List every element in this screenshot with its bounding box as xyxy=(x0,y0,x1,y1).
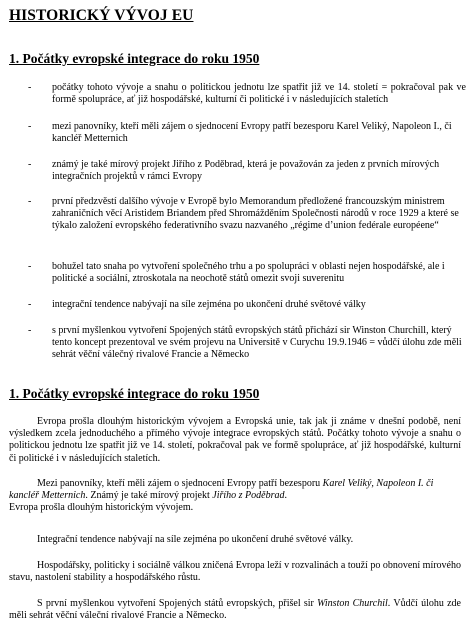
paragraph-text: . Vůdčí úlohu zde měli sehrát věční váleční rivalové Francie a Německo. xyxy=(9,598,461,622)
italic-name: Jiřího z Poděbrad xyxy=(212,490,285,502)
bullet-text: počátky tohoto vývoje a snahu o politickou jednotu lze spatřit již ve 14. století = pokračoval pak ve formě spolupráce, ať již hospodářské, kulturní či politické i v následujících staletích xyxy=(52,82,466,106)
bullet-item xyxy=(28,261,466,285)
bullet-item xyxy=(28,325,466,361)
paragraph-text: S první myšlenkou vytvoření Spojených států evropských, přišel sir xyxy=(37,598,318,609)
paragraph xyxy=(9,416,461,465)
bullet-text: bohužel tato snaha po vytvoření společného trhu a po spolupráci v oblasti nejen hospodářské, ale i politické a sociální, ztroskotala na neochotě států omezit svoji suverenitu xyxy=(52,261,445,285)
bullet-dash: - xyxy=(28,299,32,310)
italic-name: Winston Churchil xyxy=(317,598,388,609)
bullet-dash: - xyxy=(28,121,32,132)
section-heading: 1. Počátky evropské integrace do roku 1950 xyxy=(9,51,260,66)
bullet-dash: - xyxy=(28,261,32,272)
paragraph xyxy=(9,534,461,546)
bullet-dash: - xyxy=(28,159,32,170)
paragraph-text: Evropa prošla dlouhým historickým vývojem a Evropská unie, tak jak ji známe v dnešní podobě, není výsledkem zcela jednoduchého a přímého vývoje integrace evropských států. Počátky tohoto vývoje a snahu o politickou jednotu lze spatřit již ve 14. století, pokračoval pak ve formě spolupráce, ať již hospodářské, kulturní či politické i v následujících staletích. xyxy=(9,416,461,464)
paragraph xyxy=(9,560,461,584)
bullet-text: známý je také mírový projekt Jiřího z Poděbrad, která je považován za jeden z prvních mírových integračních projektů v rámci Evropy xyxy=(52,159,440,183)
bullet-text: první předzvěstí dalšího vývoje v Evropě bylo Memorandum předložené francouzským ministrem zahraničních věcí Aristidem Briandem před Shromážděním Společnosti národů v roce 1929 a které se týkalo založení evropského federativního svazu nazvaného „régime d’union fedérale européene“ xyxy=(52,196,459,232)
bullet-text: mezi panovníky, kteří měli zájem o sjednocení Evropy patří bezesporu Karel Veliký, Napoleon I., či kancléř Metternich xyxy=(52,121,452,145)
bullet-item xyxy=(28,82,466,106)
bullet-item xyxy=(28,299,466,311)
bullet-dash: - xyxy=(28,196,32,207)
paragraph xyxy=(9,478,461,515)
paragraph-text: Evropa prošla dlouhým historickým vývojem. xyxy=(9,502,194,514)
bullet-item xyxy=(28,196,466,232)
bullet-dash: - xyxy=(28,325,32,336)
paragraph-text: Integrační tendence nabývají na síle zejména po ukončení druhé světové války. xyxy=(37,534,354,545)
section-heading: 1. Počátky evropské integrace do roku 1950 xyxy=(9,386,260,401)
paragraph xyxy=(9,598,461,622)
bullet-item xyxy=(28,121,466,145)
paragraph-text: . Známý je také mírový projekt xyxy=(85,490,213,502)
paragraph-text: Hospodářsky, politicky i sociálně válkou zničená Evropa leží v rozvalinách a touží po obnovení mírového stavu, nastolení stability a hospodářského růstu. xyxy=(9,560,461,584)
paragraph-text: Mezi panovníky, kteří měli zájem o sjednocení Evropy patří bezesporu xyxy=(37,478,323,489)
italic-names: Karel Veliký, Napoleon I. či kancléř Metternich xyxy=(9,478,434,502)
bullet-item xyxy=(28,159,466,183)
document-title: HISTORICKÝ VÝVOJ EU xyxy=(9,7,194,24)
paragraph-text: . xyxy=(284,490,287,502)
bullet-text: s první myšlenkou vytvoření Spojených států evropských států přichází sir Winston Churchill, který tento koncept prezentoval ve svém projevu na Universitě v Curychu 19.9.1946 = vůdčí úlohu zde měli sehrát věční válečný rivalové Francie a Německo xyxy=(52,325,462,361)
bullet-dash: - xyxy=(28,82,32,93)
bullet-text: integrační tendence nabývají na síle zejména po ukončení druhé světové války xyxy=(52,299,366,310)
